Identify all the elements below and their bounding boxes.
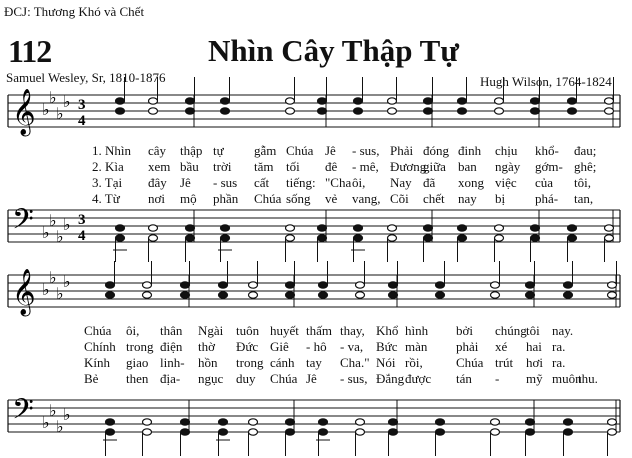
lyric-word: cây xyxy=(148,143,167,158)
notehead xyxy=(221,225,230,231)
lyric-word: then xyxy=(126,371,149,386)
lyric-word: tăm xyxy=(254,159,274,174)
notehead xyxy=(526,282,535,288)
notehead xyxy=(319,429,328,435)
lyric-word: Jê xyxy=(325,143,336,158)
time-signature-top: 3 xyxy=(78,97,86,113)
lyric-word: hình xyxy=(405,323,429,338)
lyric-word: của xyxy=(535,175,554,190)
lyric-word: vẻ xyxy=(325,191,338,206)
notehead xyxy=(116,108,125,114)
notehead xyxy=(318,108,327,114)
notehead xyxy=(143,419,152,425)
lyric-word: duy xyxy=(236,371,256,386)
flat-icon: ♭ xyxy=(56,284,64,303)
lyric-word: tối xyxy=(286,159,300,174)
lyric-word: Khổ xyxy=(376,323,399,338)
notehead xyxy=(354,225,363,231)
lyric-word: thay, xyxy=(340,323,365,338)
lyric-word: đinh xyxy=(458,143,482,158)
lyric-word: Jê xyxy=(306,371,317,386)
time-signature-top: 3 xyxy=(78,212,86,228)
notehead xyxy=(389,429,398,435)
lyric-word: Chính xyxy=(84,339,116,354)
notehead xyxy=(186,108,195,114)
lyric-word: tay xyxy=(306,355,322,370)
notehead xyxy=(436,429,445,435)
notehead xyxy=(186,225,195,231)
lyric-word: điện xyxy=(160,339,183,354)
notehead xyxy=(286,292,295,298)
lyric-word: đã xyxy=(423,175,436,190)
notehead xyxy=(564,419,573,425)
lyric-word: đau; xyxy=(574,143,597,158)
lyric-word: ôi, xyxy=(352,175,366,190)
lyric-word: huyết xyxy=(270,323,299,338)
treble-clef-icon: 𝄞 xyxy=(12,89,36,135)
notehead xyxy=(286,225,295,231)
notehead xyxy=(249,419,258,425)
notehead xyxy=(605,235,614,241)
notehead xyxy=(605,108,614,114)
lyric-word: trút xyxy=(495,355,514,370)
notehead xyxy=(491,282,500,288)
lyric-word: xem xyxy=(148,159,171,174)
lyric-word: giữa xyxy=(423,159,446,174)
notehead xyxy=(564,292,573,298)
lyric-word: gớm- xyxy=(535,159,563,174)
notehead xyxy=(354,98,363,104)
lyric-word: tán xyxy=(456,371,472,386)
notehead xyxy=(286,429,295,435)
flat-icon: ♭ xyxy=(63,272,71,291)
lyric-word: việc xyxy=(495,175,517,190)
lyric-word: tiếng: xyxy=(286,175,316,190)
lyric-word: bầu xyxy=(180,159,199,174)
text-credit: Samuel Wesley, Sr, 1810-1876 xyxy=(6,70,166,85)
lyric-word: đóng xyxy=(423,143,449,158)
notes xyxy=(103,77,617,456)
bass-clef-icon: 𝄢 xyxy=(12,393,34,433)
notehead xyxy=(389,292,398,298)
notehead xyxy=(249,292,258,298)
lyric-word: tan, xyxy=(574,191,594,206)
lyric-word: hơi xyxy=(526,355,543,370)
lyric-word: Đương xyxy=(390,159,427,174)
notehead xyxy=(458,98,467,104)
notehead xyxy=(354,108,363,114)
lyric-word: địa- xyxy=(160,371,181,386)
notehead xyxy=(564,429,573,435)
lyric-word: - mê, xyxy=(352,159,379,174)
lyric-word: Đắng xyxy=(376,371,405,386)
notehead xyxy=(319,292,328,298)
notehead xyxy=(458,235,467,241)
lyric-word: tự xyxy=(213,143,224,158)
flat-icon: ♭ xyxy=(63,405,71,424)
notehead xyxy=(568,98,577,104)
lyric-word: - sus xyxy=(213,175,238,190)
lyric-word: thấm xyxy=(306,323,332,338)
notehead xyxy=(286,98,295,104)
lyric-word: 3. Tại xyxy=(92,175,123,190)
lyric-word: 4. Từ xyxy=(92,191,120,206)
lyric-word: sống xyxy=(286,191,311,206)
lyric-word: phá- xyxy=(535,191,559,206)
flat-icon: ♭ xyxy=(42,413,50,432)
notehead xyxy=(249,429,258,435)
notehead xyxy=(149,235,158,241)
notehead xyxy=(318,235,327,241)
lyric-word: Cõi xyxy=(390,191,409,206)
notehead xyxy=(354,235,363,241)
lyric-word: 1. Nhìn xyxy=(92,143,131,158)
lyric-word: bởi xyxy=(456,323,473,338)
notehead xyxy=(356,292,365,298)
lyric-word: đây xyxy=(148,175,167,190)
notehead xyxy=(186,98,195,104)
notehead xyxy=(424,235,433,241)
flat-icon: ♭ xyxy=(42,223,50,242)
lyric-word: nơi xyxy=(148,191,165,206)
notehead xyxy=(491,292,500,298)
notehead xyxy=(388,225,397,231)
lyric-word: rồi, xyxy=(405,355,423,370)
notehead xyxy=(181,292,190,298)
lyric-word: xé xyxy=(495,339,508,354)
staff xyxy=(8,203,620,246)
notehead xyxy=(219,292,228,298)
notehead xyxy=(143,429,152,435)
flat-icon: ♭ xyxy=(63,92,71,111)
lyric-word: gẫm xyxy=(254,143,277,158)
lyric-word: trong xyxy=(236,355,264,370)
notehead xyxy=(388,108,397,114)
notehead xyxy=(116,98,125,104)
section-heading: ĐCJ: Thương Khó và Chết xyxy=(4,4,145,19)
notehead xyxy=(568,225,577,231)
lyric-word: - sus, xyxy=(340,371,368,386)
lyric-word: chúng xyxy=(495,323,527,338)
notehead xyxy=(491,429,500,435)
notehead xyxy=(221,235,230,241)
notehead xyxy=(526,292,535,298)
lyric-word: tôi, xyxy=(574,175,591,190)
notehead xyxy=(286,282,295,288)
notehead xyxy=(424,225,433,231)
lyric-word: Bức xyxy=(376,339,398,354)
notehead xyxy=(318,225,327,231)
lyric-word: tuôn xyxy=(236,323,260,338)
notehead xyxy=(608,419,617,425)
lyric-word: ra. xyxy=(552,355,566,370)
notehead xyxy=(495,98,504,104)
time-signature-bottom: 4 xyxy=(78,113,86,129)
notehead xyxy=(149,225,158,231)
lyric-word: khổ- xyxy=(535,143,559,158)
notehead xyxy=(436,419,445,425)
notehead xyxy=(436,292,445,298)
lyric-word: Chúa xyxy=(270,371,298,386)
lyric-word: - hô xyxy=(306,339,327,354)
lyric-word: hai xyxy=(526,339,542,354)
lyric-word: thân xyxy=(160,323,183,338)
lyric-word: xong xyxy=(458,175,484,190)
flat-icon: ♭ xyxy=(56,104,64,123)
lyric-word: đê xyxy=(325,159,338,174)
notehead xyxy=(143,292,152,298)
lyric-word: ban xyxy=(458,159,477,174)
notehead xyxy=(186,235,195,241)
lyric-word: ra. xyxy=(552,339,566,354)
staff xyxy=(8,88,620,137)
lyric-word: được xyxy=(405,371,432,386)
lyric-word: cánh xyxy=(270,355,295,370)
lyric-word: Kính xyxy=(84,355,110,370)
lyric-word: thờ xyxy=(198,339,215,354)
lyric-word: phần xyxy=(213,191,239,206)
notehead xyxy=(319,419,328,425)
notehead xyxy=(531,108,540,114)
treble-clef-icon: 𝄞 xyxy=(12,269,36,315)
lyric-word: Jê xyxy=(180,175,191,190)
lyric-word: nay. xyxy=(552,323,574,338)
notehead xyxy=(106,282,115,288)
hymn-title: Nhìn Cây Thập Tự xyxy=(208,33,459,68)
lyric-word: - va, xyxy=(340,339,364,354)
lyric-word: tôi xyxy=(526,323,540,338)
notehead xyxy=(526,429,535,435)
lyric-word: ghê; xyxy=(574,159,597,174)
notehead xyxy=(221,108,230,114)
lyric-word: muôn xyxy=(552,371,582,386)
lyric-word: Cha." xyxy=(340,355,370,370)
lyric-word: cất xyxy=(254,175,270,190)
notehead xyxy=(568,235,577,241)
notehead xyxy=(495,108,504,114)
notehead xyxy=(106,292,115,298)
notehead xyxy=(219,282,228,288)
notehead xyxy=(605,98,614,104)
notehead xyxy=(491,419,500,425)
notehead xyxy=(531,235,540,241)
lyric-word: Nói xyxy=(376,355,396,370)
lyric-word: mộ xyxy=(180,191,197,206)
lyric-word: bị xyxy=(495,191,506,206)
lyric-word: phải xyxy=(456,339,479,354)
lyric-word: mỹ xyxy=(526,371,543,386)
lyric-word: 2. Kìa xyxy=(92,159,124,174)
notehead xyxy=(219,419,228,425)
lyric-word: ôi, xyxy=(126,323,140,338)
notehead xyxy=(495,225,504,231)
flat-icon: ♭ xyxy=(56,227,64,246)
lyric-word: Chúa xyxy=(84,323,112,338)
notehead xyxy=(608,282,617,288)
notehead xyxy=(319,282,328,288)
lyric-word: chịu xyxy=(495,143,518,158)
notehead xyxy=(389,419,398,425)
notehead xyxy=(356,419,365,425)
lyric-word: Phải xyxy=(390,143,414,158)
music-credit: Hugh Wilson, 1764-1824 xyxy=(480,74,612,89)
flat-icon: ♭ xyxy=(56,417,64,436)
notehead xyxy=(181,282,190,288)
lyric-word: giao xyxy=(126,355,149,370)
lyric-word: - xyxy=(495,371,500,386)
notehead xyxy=(436,282,445,288)
notehead xyxy=(149,98,158,104)
notehead xyxy=(608,429,617,435)
notehead xyxy=(286,108,295,114)
notehead xyxy=(424,98,433,104)
lyric-word: thập xyxy=(180,143,203,158)
notehead xyxy=(495,235,504,241)
notehead xyxy=(221,98,230,104)
notehead xyxy=(149,108,158,114)
lyric-word: hồn xyxy=(198,355,218,370)
notehead xyxy=(181,419,190,425)
lyric-word: ngày xyxy=(495,159,521,174)
flat-icon: ♭ xyxy=(42,280,50,299)
notehead xyxy=(106,429,115,435)
notehead xyxy=(388,235,397,241)
notehead xyxy=(143,282,152,288)
notehead xyxy=(356,429,365,435)
lyric-word: Chúa xyxy=(456,355,484,370)
notehead xyxy=(106,419,115,425)
notehead xyxy=(424,108,433,114)
notehead xyxy=(531,225,540,231)
notehead xyxy=(116,235,125,241)
notehead xyxy=(181,429,190,435)
notehead xyxy=(458,225,467,231)
notehead xyxy=(531,98,540,104)
flat-icon: ♭ xyxy=(49,268,57,287)
lyric-word: Chúa xyxy=(286,143,314,158)
flat-icon: ♭ xyxy=(49,401,57,420)
notehead xyxy=(568,108,577,114)
notehead xyxy=(219,429,228,435)
notehead xyxy=(605,225,614,231)
hymn-number: 112 xyxy=(8,33,52,69)
lyric-word: - sus, xyxy=(352,143,380,158)
flat-icon: ♭ xyxy=(49,211,57,230)
lyric-word: chết xyxy=(423,191,445,206)
lyric-word: Bẻ xyxy=(84,371,99,386)
lyric-word: trời xyxy=(213,159,232,174)
lyric-word: màn xyxy=(405,339,428,354)
notehead xyxy=(356,282,365,288)
lyric-word: Đức xyxy=(236,339,259,354)
lyric-word: Nay xyxy=(390,175,412,190)
notehead xyxy=(388,98,397,104)
notehead xyxy=(318,98,327,104)
bass-clef-icon: 𝄢 xyxy=(12,203,34,243)
lyric-word: ngục xyxy=(198,371,224,386)
lyric-word: Giê xyxy=(270,339,289,354)
notehead xyxy=(286,419,295,425)
lyric-word: Ngài xyxy=(198,323,224,338)
flat-icon: ♭ xyxy=(49,88,57,107)
lyric-word: thu. xyxy=(578,371,598,386)
notehead xyxy=(608,292,617,298)
lyric-word: "Cha xyxy=(325,175,352,190)
notehead xyxy=(526,419,535,425)
lyric-word: Chúa xyxy=(254,191,282,206)
notehead xyxy=(249,282,258,288)
notehead xyxy=(116,225,125,231)
lyric-word: linh- xyxy=(160,355,185,370)
lyric-word: nay xyxy=(458,191,477,206)
flat-icon: ♭ xyxy=(63,215,71,234)
lyric-word: vang, xyxy=(352,191,381,206)
notehead xyxy=(389,282,398,288)
notehead xyxy=(286,235,295,241)
time-signature-bottom: 4 xyxy=(78,228,86,244)
notehead xyxy=(458,108,467,114)
lyric-word: trong xyxy=(126,339,154,354)
notehead xyxy=(564,282,573,288)
flat-icon: ♭ xyxy=(42,100,50,119)
